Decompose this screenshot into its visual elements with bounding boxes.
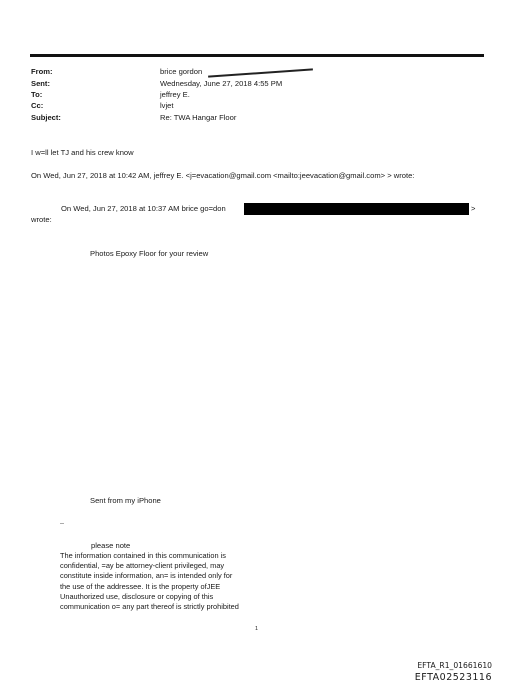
quote2-header: On Wed, Jun 27, 2018 at 10:37 AM brice go=don bbox=[61, 204, 226, 213]
disclaimer-line: confidential, =ay be attorney-client privileged, may bbox=[60, 561, 225, 571]
from-value: brice gordon bbox=[160, 67, 203, 76]
bates-number-primary: EFTA_R1_01661610 bbox=[417, 661, 492, 670]
disclaimer-line: the use of the addressee. It is the property ofJEE bbox=[60, 581, 221, 591]
disclaimer-line: The information contained in this communication is bbox=[60, 551, 226, 560]
photos-line: Photos Epoxy Floor for your review bbox=[90, 249, 209, 258]
page-number: 1 bbox=[255, 626, 259, 632]
disclaimer-line: constitute inside information, an= is intended only for bbox=[60, 571, 233, 581]
subject-label: Subject: bbox=[31, 113, 61, 122]
bates-number-secondary: EFTA02523116 bbox=[414, 672, 492, 683]
redaction-bar bbox=[244, 203, 469, 215]
quote2-wrote: wrote: bbox=[31, 215, 52, 224]
to-label: To: bbox=[31, 90, 43, 99]
please-note: please note bbox=[91, 541, 131, 550]
sent-from-line: Sent from my iPhone bbox=[90, 496, 161, 505]
reply-line: I w=ll let TJ and his crew know bbox=[31, 148, 134, 157]
disclaimer-line: Unauthorized use, disclosure or copying of this bbox=[60, 591, 214, 601]
to-value: jeffrey E. bbox=[160, 90, 190, 99]
confidentiality-disclaimer bbox=[60, 551, 290, 612]
disclaimer-line: communication o= any part thereof is strictly prohibited bbox=[60, 602, 239, 612]
cc-value: lvjet bbox=[160, 101, 174, 110]
redaction-scribble bbox=[208, 68, 313, 77]
quote2-header-end: > bbox=[471, 204, 476, 213]
quote1-header: On Wed, Jun 27, 2018 at 10:42 AM, jeffrey E. <j=evacation@gmail.com <mailto:jeevacation@gmail.com> > wrote: bbox=[31, 171, 415, 180]
signature-dashes: -- bbox=[60, 521, 64, 527]
from-label: From: bbox=[31, 67, 53, 76]
cc-label: Cc: bbox=[31, 101, 44, 110]
subject-value: Re: TWA Hangar Floor bbox=[160, 113, 237, 122]
header-rule bbox=[30, 54, 484, 57]
sent-value: Wednesday, June 27, 2018 4:55 PM bbox=[160, 79, 283, 88]
sent-label: Sent: bbox=[31, 79, 50, 88]
